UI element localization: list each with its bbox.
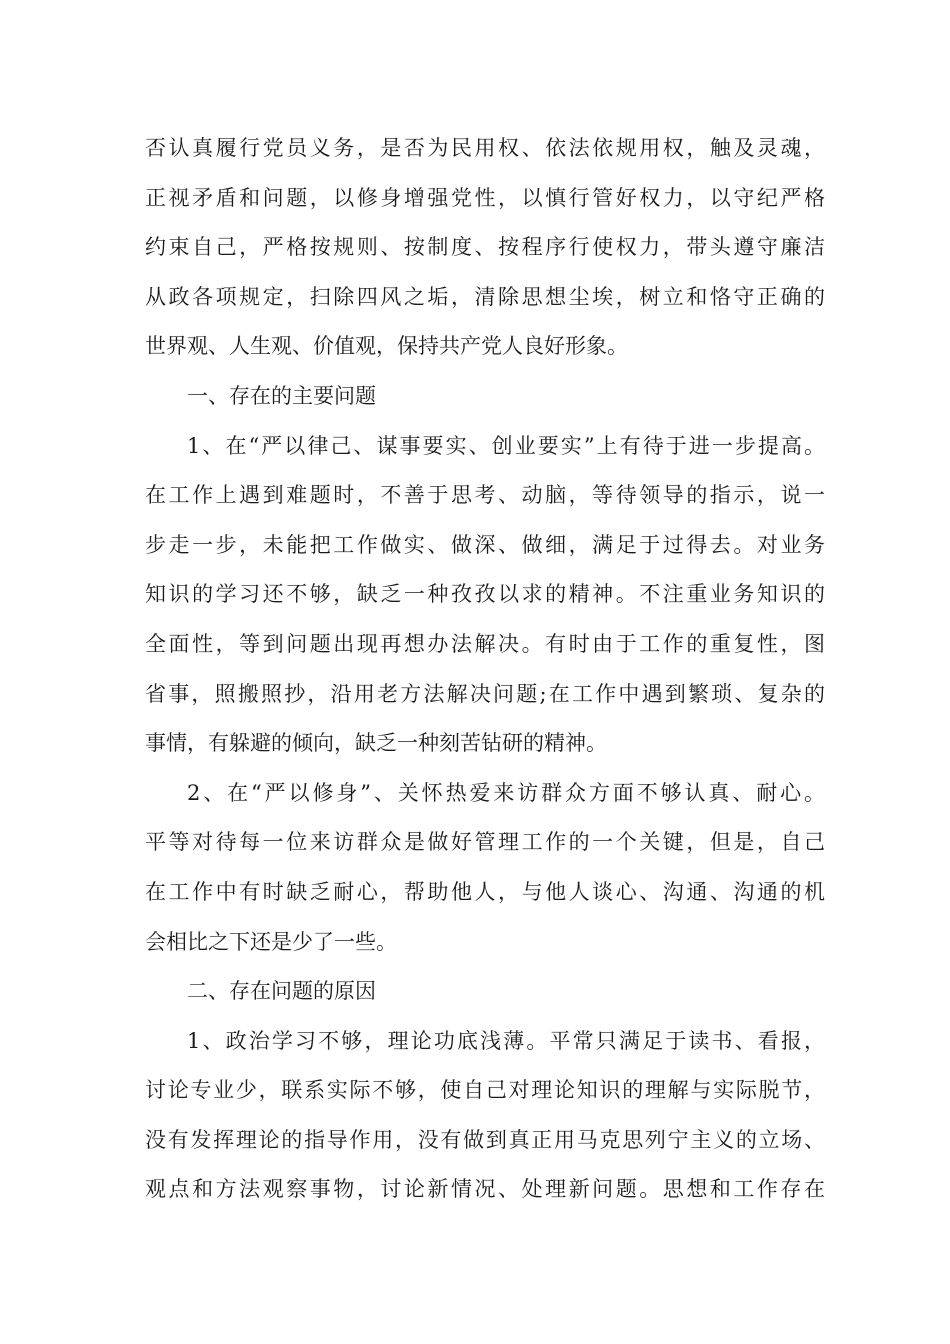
- text-line: 否认真履行党员义务，是否为民用权、依法依规用权，触及灵魂，: [145, 136, 825, 160]
- text-line: 从政各项规定，扫除四风之垢，清除思想尘埃，树立和恪守正确的: [145, 284, 825, 309]
- text-line: 会相比之下还是少了一些。: [145, 929, 397, 954]
- text-line: 一、存在的主要问题: [187, 383, 376, 408]
- text-line: 2、在“严以修身”、关怀热爱来访群众方面不够认真、耐心。: [187, 780, 825, 805]
- text-line: 知识的学习还不够，缺乏一种孜孜以求的精神。不注重业务知识的: [145, 582, 825, 607]
- text-line: 事情，有躲避的倾向，缺乏一种刻苦钻研的精神。: [145, 731, 607, 756]
- text-line: 二、存在问题的原因: [187, 979, 376, 1004]
- text-line: 观点和方法观察事物，讨论新情况、处理新问题。思想和工作存在: [145, 1177, 825, 1202]
- text-line: 没有发挥理论的指导作用，没有做到真正用马克思列宁主义的立场、: [145, 1127, 825, 1152]
- text-line: 平等对待每一位来访群众是做好管理工作的一个关键，但是，自己: [145, 830, 825, 855]
- text-line: 讨论专业少，联系实际不够，使自己对理论知识的理解与实际脱节，: [145, 1078, 825, 1103]
- text-line: 省事，照搬照抄，沿用老方法解决问题;在工作中遇到繁琐、复杂的: [145, 681, 825, 706]
- text-line: 在工作上遇到难题时，不善于思考、动脑，等待领导的指示，说一: [145, 483, 825, 508]
- text-line: 全面性，等到问题出现再想办法解决。有时由于工作的重复性，图: [145, 631, 825, 656]
- text-line: 步走一步，未能把工作做实、做深、做细，满足于过得去。对业务: [145, 532, 825, 557]
- text-line: 世界观、人生观、价值观，保持共产党人良好形象。: [145, 334, 628, 359]
- text-line: 在工作中有时缺乏耐心，帮助他人，与他人谈心、沟通、沟通的机: [145, 879, 825, 904]
- text-line: 约束自己，严格按规则、按制度、按程序行使权力，带头遵守廉洁: [145, 235, 825, 260]
- text-line: 正视矛盾和问题，以修身增强党性，以慎行管好权力，以守纪严格: [145, 185, 825, 210]
- text-line: 1、政治学习不够，理论功底浅薄。平常只满足于读书、看报，: [187, 1028, 825, 1053]
- text-line: 1、在“严以律己、谋事要实、创业要实”上有待于进一步提高。: [187, 433, 825, 458]
- document-body: [145, 124, 825, 1215]
